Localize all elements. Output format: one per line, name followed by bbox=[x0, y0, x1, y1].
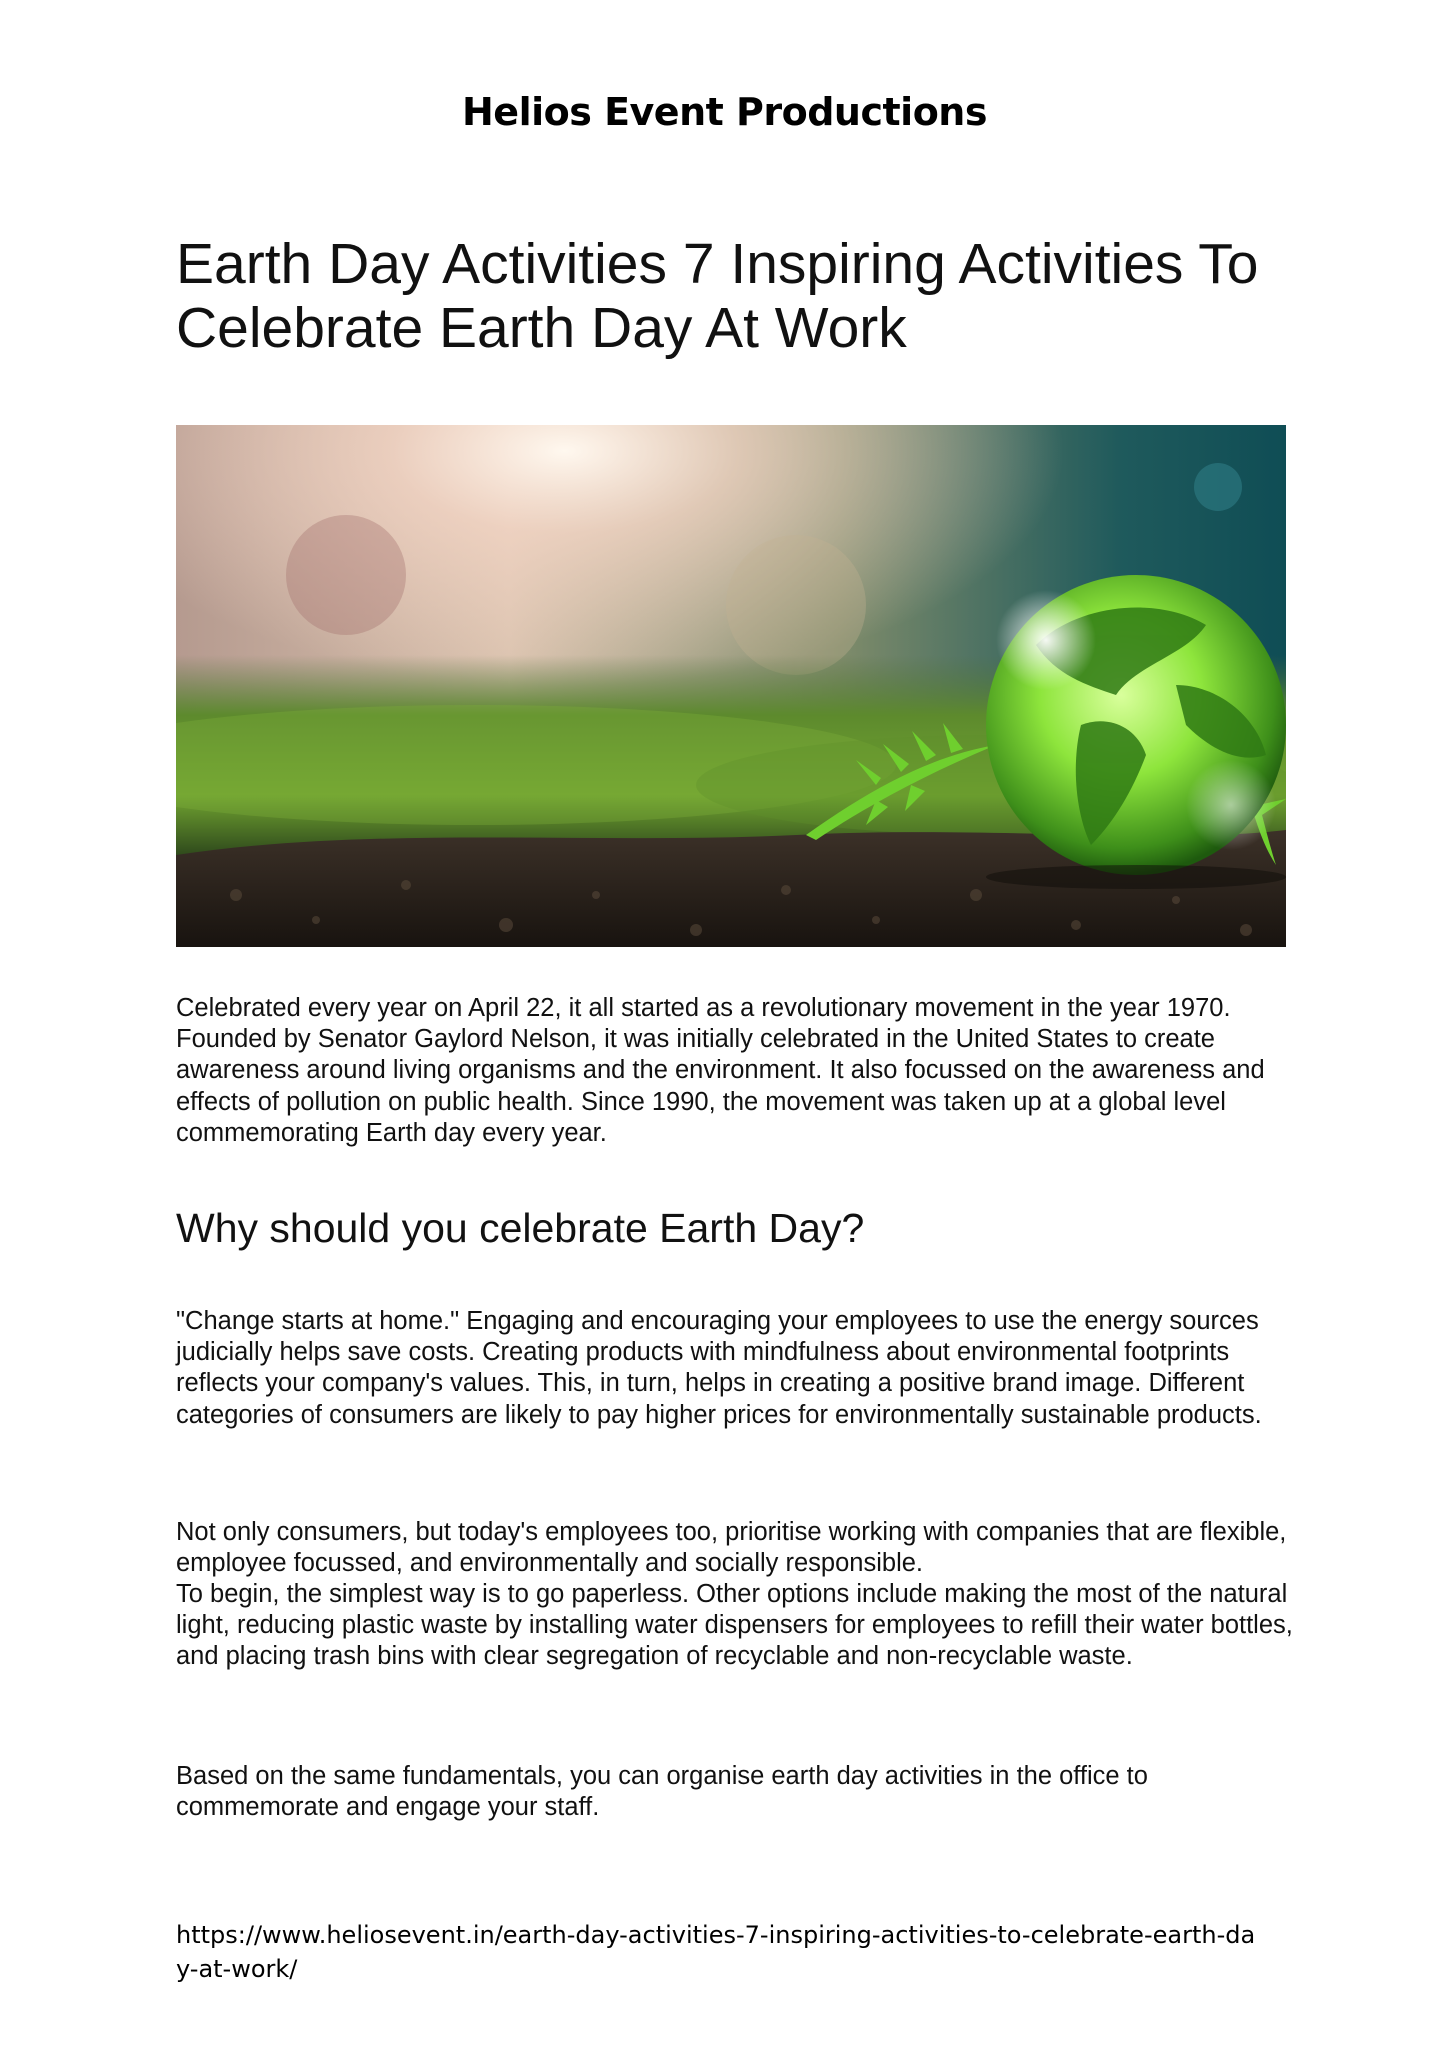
article-title: Earth Day Activities 7 Inspiring Activities To Celebrate Earth Day At Work bbox=[176, 232, 1259, 360]
section-heading: Why should you celebrate Earth Day? bbox=[176, 1205, 865, 1251]
earth-globe-image bbox=[176, 425, 1286, 947]
paragraph-change-starts: "Change starts at home." Engaging and encouraging your employees to use the energy sources judicially helps save costs. Creating products with mindfulness about environmental footprints reflects your company's values. This, in turn, helps in creating a positive brand image. Different categories of consumers are likely to pay higher prices for environmentally sustainable products. bbox=[176, 1307, 1262, 1429]
company-header: Helios Event Productions bbox=[462, 90, 987, 134]
hero-image bbox=[176, 425, 1286, 947]
paragraph-fundamentals: Based on the same fundamentals, you can organise earth day activities in the office to commemorate and engage your staff. bbox=[176, 1762, 1148, 1822]
paragraph-employees: Not only consumers, but today's employees too, prioritise working with companies that are flexible, employee focussed, and environmentally and socially responsible. bbox=[176, 1518, 1287, 1578]
intro-paragraph: Celebrated every year on April 22, it all started as a revolutionary movement in the year 1970. Founded by Senator Gaylord Nelson, it was initially celebrated in the United States to create awareness around living organisms and the environment. It also focussed on the awareness and effects of pollution on public health. Since 1990, the movement was taken up at a global level commemorating Earth day every year. bbox=[176, 994, 1265, 1147]
paragraph-paperless: To begin, the simplest way is to go paperless. Other options include making the most of the natural light, reducing plastic waste by installing water dispensers for employees to refill their water bottles, and placing trash bins with clear segregation of recyclable and non-recyclable waste. bbox=[176, 1580, 1293, 1671]
source-url-link[interactable]: https://www.heliosevent.in/earth-day-activities-7-inspiring-activities-to-celebrate-earth-day-at-work/ bbox=[176, 1921, 1256, 1983]
